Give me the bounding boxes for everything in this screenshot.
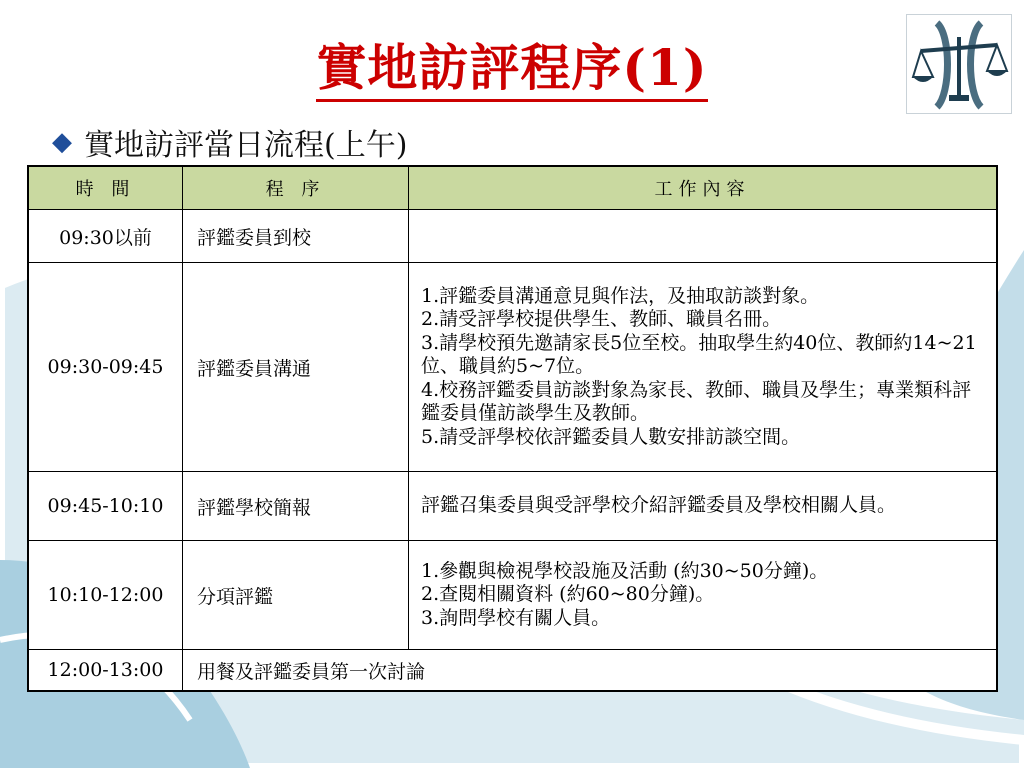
row-time: 09:45-10:10 [28, 472, 183, 541]
content-line: 3.詢問學校有關人員。 [421, 606, 611, 629]
header-content: 工作內容 [409, 166, 998, 210]
header-time: 時 間 [28, 166, 183, 210]
row-content [409, 472, 998, 541]
table-header-row [28, 166, 997, 210]
slide-title-wrapper [0, 28, 1024, 100]
content-line: 2.查閱相關資料 (約60~80分鐘)。 [421, 583, 715, 606]
table-row [28, 263, 997, 472]
diamond-bullet-icon: ◆ [52, 127, 72, 157]
header-procedure: 程 序 [183, 166, 409, 210]
row-time: 09:30以前 [28, 210, 183, 263]
row-content [409, 210, 998, 263]
content-line: 評鑑召集委員與受評學校介紹評鑑委員及學校相關人員。 [421, 494, 897, 517]
row-content [409, 541, 998, 650]
content-line: 2.請受評學校提供學生、教師、職員名冊。 [421, 308, 782, 331]
scales-of-justice-icon [907, 15, 1011, 113]
slide-title: 實地訪評程序(1) [316, 38, 707, 102]
row-time: 12:00-13:00 [28, 650, 183, 692]
row-procedure: 評鑑學校簡報 [183, 472, 409, 541]
row-time: 10:10-12:00 [28, 541, 183, 650]
row-procedure: 評鑑委員到校 [183, 210, 409, 263]
subtitle-text: 實地訪評當日流程(上午) [84, 128, 408, 163]
row-procedure: 分項評鑑 [183, 541, 409, 650]
table-row [28, 650, 997, 692]
subtitle [52, 120, 407, 164]
table-row [28, 541, 997, 650]
table-row [28, 210, 997, 263]
content-line: 5.請受評學校依評鑑委員人數安排訪談空間。 [421, 425, 801, 448]
row-time: 09:30-09:45 [28, 263, 183, 472]
content-line: 1.參觀與檢視學校設施及活動 (約30~50分鐘)。 [421, 559, 829, 582]
table-row [28, 472, 997, 541]
row-content [409, 263, 998, 472]
row-procedure: 用餐及評鑑委員第一次討論 [183, 650, 998, 692]
schedule-table [27, 165, 998, 692]
logo [906, 14, 1012, 114]
content-line: 3.請學校預先邀請家長5位至校。抽取學生約40位、教師約14~21位、職員約5~7位。 [421, 331, 977, 378]
content-line: 1.評鑑委員溝通意見與作法，及抽取訪談對象。 [421, 284, 820, 307]
row-procedure: 評鑑委員溝通 [183, 263, 409, 472]
content-line: 4.校務評鑑委員訪談對象為家長、教師、職員及學生；專業類科評鑑委員僅訪談學生及教師。 [421, 378, 972, 425]
